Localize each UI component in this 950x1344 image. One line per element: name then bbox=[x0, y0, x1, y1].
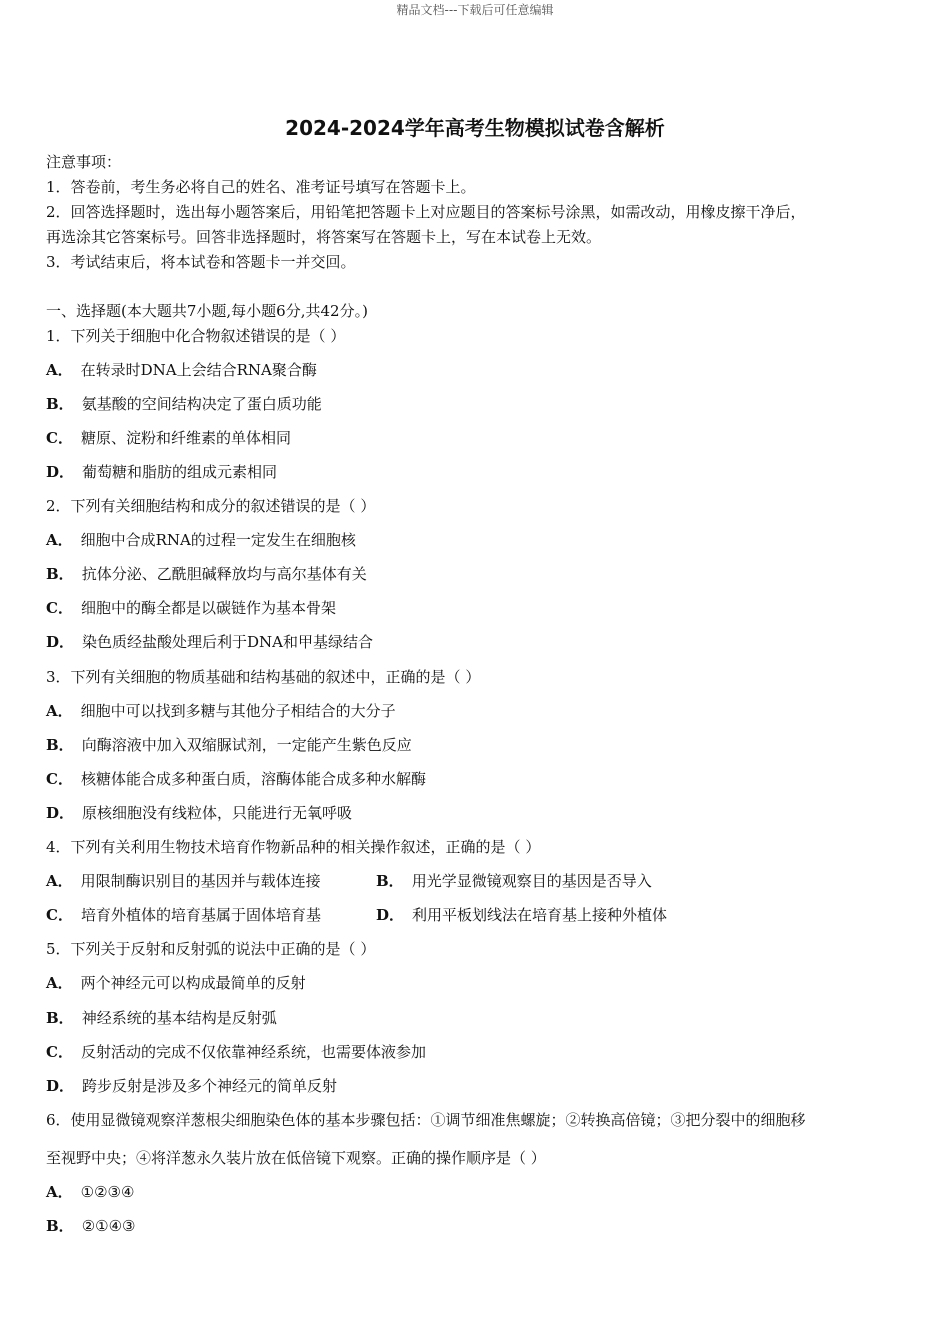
option-label: D． bbox=[46, 804, 75, 822]
option-c bbox=[46, 1041, 426, 1063]
option-text: 氨基酸的空间结构决定了蛋白质功能 bbox=[81, 395, 322, 413]
option-d bbox=[46, 802, 352, 824]
page-header bbox=[0, 0, 950, 18]
header-text: 精品文档---下载后可任意编辑 bbox=[396, 3, 554, 17]
option-text: 用光学显微镜观察目的基因是否导入 bbox=[411, 872, 652, 890]
option-text: 抗体分泌、乙酰胆碱释放均与高尔基体有关 bbox=[81, 565, 367, 583]
option-b bbox=[46, 1007, 277, 1029]
option-text: 跨步反射是涉及多个神经元的简单反射 bbox=[82, 1077, 338, 1095]
option-label: D． bbox=[376, 906, 405, 924]
section-heading: 一、选择题(本大题共7小题,每小题6分,共42分。) bbox=[46, 302, 368, 320]
option-text: 葡萄糖和脂肪的组成元素相同 bbox=[82, 463, 278, 481]
option-text: 糖原、淀粉和纤维素的单体相同 bbox=[80, 429, 291, 447]
option-text: 反射活动的完成不仅依靠神经系统，也需要体液参加 bbox=[80, 1043, 426, 1061]
note-item: 3．考试结束后，将本试卷和答题卡一并交回。 bbox=[46, 253, 356, 271]
note-item: 1．答卷前，考生务必将自己的姓名、准考证号填写在答题卡上。 bbox=[46, 178, 476, 196]
option-label: A． bbox=[46, 974, 73, 992]
option-b bbox=[46, 1215, 135, 1237]
option-a bbox=[46, 359, 317, 381]
option-label: A． bbox=[46, 361, 73, 379]
option-b bbox=[46, 734, 412, 756]
question-stem: 6．使用显微镜观察洋葱根尖细胞染色体的基本步骤包括：①调节细准焦螺旋；②转换高倍镜；③把分裂中的细胞移 bbox=[46, 1111, 806, 1129]
option-d bbox=[376, 904, 667, 926]
option-label: D． bbox=[46, 1077, 75, 1095]
option-text: 用限制酶识别目的基因并与载体连接 bbox=[80, 872, 321, 890]
notes-heading: 注意事项： bbox=[46, 153, 122, 171]
option-label: B． bbox=[46, 395, 74, 413]
option-a bbox=[46, 872, 321, 890]
option-label: A． bbox=[46, 702, 73, 720]
option-label: C． bbox=[46, 429, 73, 447]
option-label: C． bbox=[46, 906, 73, 924]
option-a bbox=[46, 1181, 134, 1203]
option-c bbox=[46, 768, 426, 790]
option-c bbox=[46, 427, 291, 449]
option-d bbox=[46, 461, 277, 483]
option-d bbox=[46, 631, 373, 653]
option-label: B． bbox=[46, 565, 74, 583]
option-label: C． bbox=[46, 1043, 73, 1061]
option-text: ②①④③ bbox=[81, 1217, 136, 1235]
option-text: 原核细胞没有线粒体，只能进行无氧呼吸 bbox=[82, 804, 353, 822]
document-title: 2024-2024学年高考生物模拟试卷含解析 bbox=[285, 116, 665, 140]
option-a bbox=[46, 529, 356, 551]
option-label: D． bbox=[46, 633, 75, 651]
question-stem: 3．下列有关细胞的物质基础和结构基础的叙述中，正确的是（ ） bbox=[46, 668, 481, 686]
option-label: D． bbox=[46, 463, 75, 481]
option-text: ①②③④ bbox=[80, 1183, 135, 1201]
option-d bbox=[46, 1075, 337, 1097]
option-label: A． bbox=[46, 531, 73, 549]
option-label: A． bbox=[46, 872, 73, 890]
question-stem: 1．下列关于细胞中化合物叙述错误的是（ ） bbox=[46, 327, 346, 345]
option-text: 利用平板划线法在培育基上接种外植体 bbox=[412, 906, 668, 924]
option-text: 核糖体能合成多种蛋白质，溶酶体能合成多种水解酶 bbox=[80, 770, 426, 788]
option-c bbox=[46, 597, 336, 619]
question-stem: 4．下列有关利用生物技术培育作物新品种的相关操作叙述，正确的是（ ） bbox=[46, 838, 541, 856]
option-row bbox=[46, 904, 746, 926]
option-label: B． bbox=[46, 1217, 74, 1235]
option-text: 细胞中可以找到多糖与其他分子相结合的大分子 bbox=[80, 702, 396, 720]
note-item: 再选涂其它答案标号。回答非选择题时，将答案写在答题卡上，写在本试卷上无效。 bbox=[46, 228, 602, 246]
option-text: 细胞中合成RNA的过程一定发生在细胞核 bbox=[80, 531, 356, 549]
option-b bbox=[46, 393, 322, 415]
option-text: 神经系统的基本结构是反射弧 bbox=[81, 1009, 277, 1027]
option-label: A． bbox=[46, 1183, 73, 1201]
option-text: 染色质经盐酸处理后利于DNA和甲基绿结合 bbox=[82, 633, 374, 651]
question-stem: 至视野中央；④将洋葱永久装片放在低倍镜下观察。正确的操作顺序是（ ） bbox=[46, 1149, 546, 1167]
option-c bbox=[46, 906, 321, 924]
note-item: 2．回答选择题时，选出每小题答案后，用铅笔把答题卡上对应题目的答案标号涂黑，如需改动，用橡皮擦干净后， bbox=[46, 203, 806, 221]
option-label: B． bbox=[46, 736, 74, 754]
option-a bbox=[46, 972, 306, 994]
option-text: 向酶溶液中加入双缩脲试剂，一定能产生紫色反应 bbox=[81, 736, 412, 754]
question-stem: 2．下列有关细胞结构和成分的叙述错误的是（ ） bbox=[46, 497, 376, 515]
option-label: B． bbox=[46, 1009, 74, 1027]
option-b bbox=[376, 870, 652, 892]
option-text: 两个神经元可以构成最简单的反射 bbox=[80, 974, 306, 992]
option-text: 培育外植体的培育基属于固体培育基 bbox=[80, 906, 321, 924]
option-label: C． bbox=[46, 770, 73, 788]
option-a bbox=[46, 700, 396, 722]
option-row bbox=[46, 870, 746, 892]
option-text: 细胞中的酶全都是以碳链作为基本骨架 bbox=[80, 599, 336, 617]
option-label: B． bbox=[376, 872, 404, 890]
option-b bbox=[46, 563, 367, 585]
question-stem: 5．下列关于反射和反射弧的说法中正确的是（ ） bbox=[46, 940, 376, 958]
option-label: C． bbox=[46, 599, 73, 617]
option-text: 在转录时DNA上会结合RNA聚合酶 bbox=[80, 361, 317, 379]
